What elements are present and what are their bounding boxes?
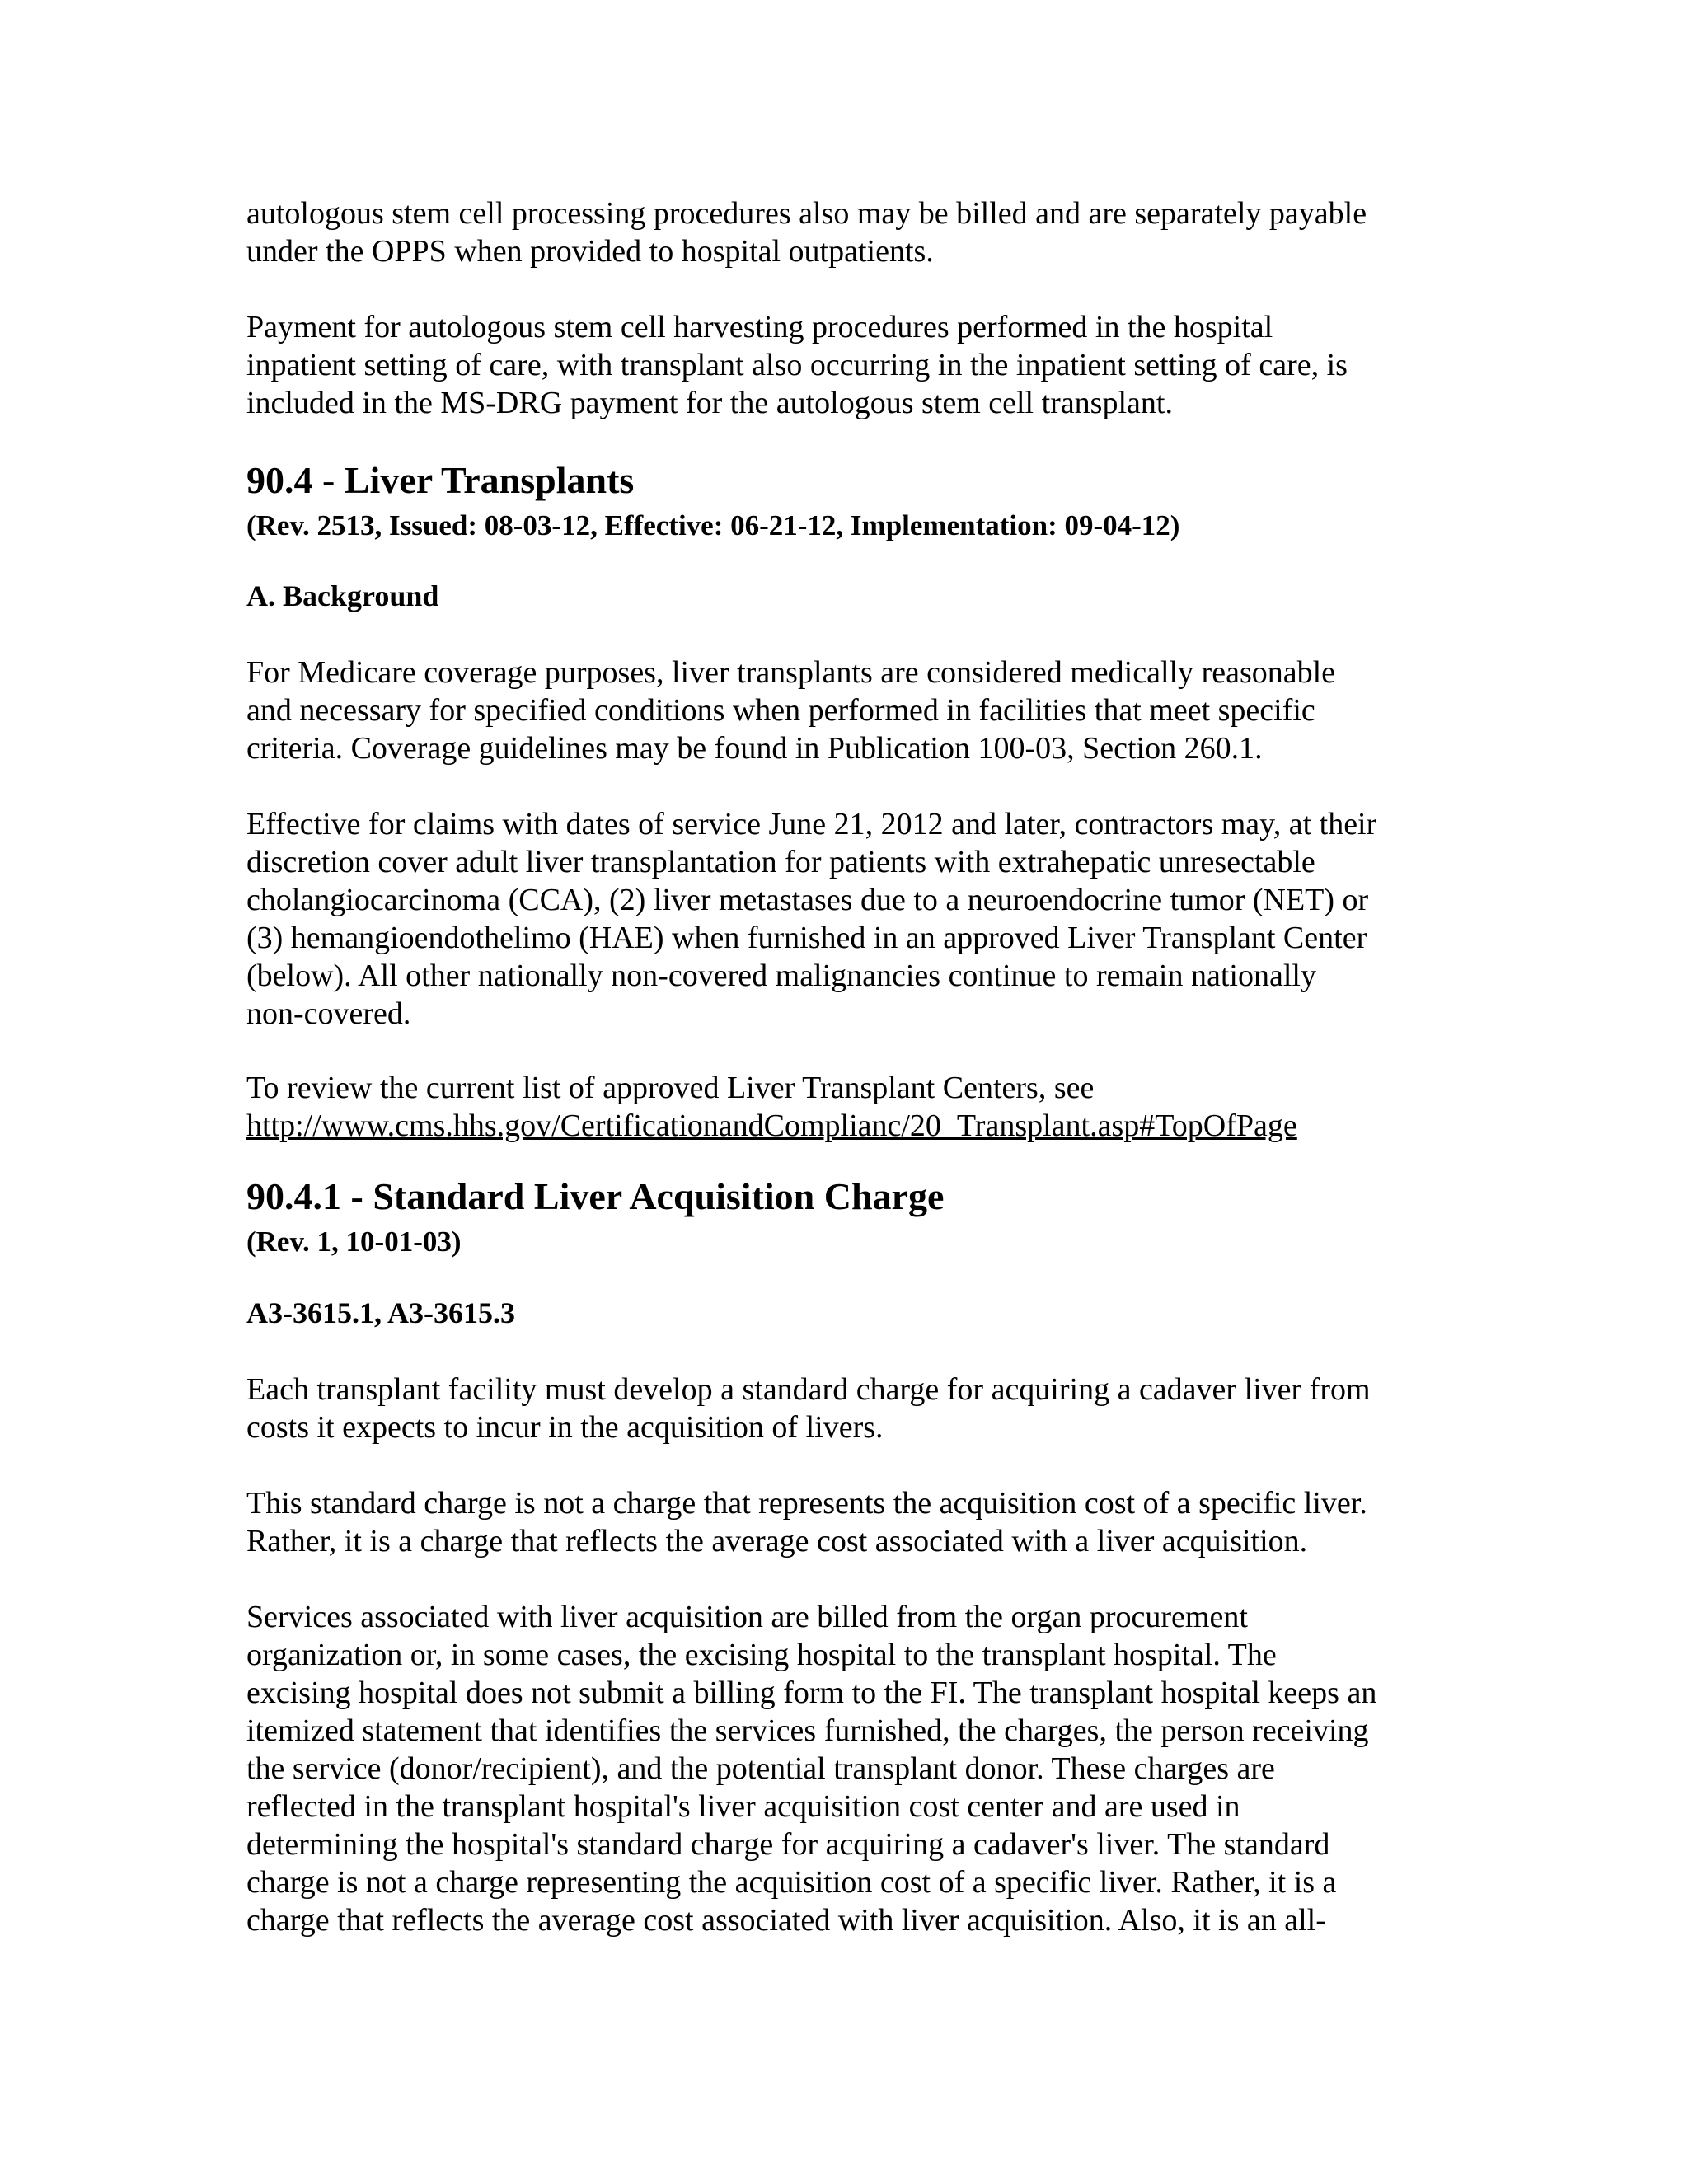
- transplant-centers-link[interactable]: http://www.cms.hhs.gov/CertificationandComplianc/20_Transplant.asp#TopOfPage: [246, 1108, 1297, 1143]
- text-line: For Medicare coverage purposes, liver transplants are considered medically reasonable: [246, 655, 1336, 690]
- text-line: included in the MS-DRG payment for the autologous stem cell transplant.: [246, 386, 1173, 420]
- text-line: This standard charge is not a charge that represents the acquisition cost of a specific liver.: [246, 1486, 1367, 1521]
- text-line: and necessary for specified conditions when performed in facilities that meet specific: [246, 693, 1315, 728]
- intro-paragraph: [246, 194, 1466, 270]
- text-line: reflected in the transplant hospital's liver acquisition cost center and are used in: [246, 1789, 1240, 1824]
- subheading-manual-reference: A3-3615.1, A3-3615.3: [246, 1296, 515, 1329]
- text-line: Payment for autologous stem cell harvesting procedures performed in the hospital: [246, 310, 1273, 344]
- text-line: charge is not a charge representing the acquisition cost of a specific liver. Rather, it is a: [246, 1865, 1337, 1900]
- text-line: criteria. Coverage guidelines may be found in Publication 100-03, Section 260.1.: [246, 731, 1263, 766]
- text-line: discretion cover adult liver transplantation for patients with extrahepatic unresectable: [246, 845, 1315, 879]
- text-line: costs it expects to incur in the acquisition of livers.: [246, 1410, 884, 1445]
- text-line: Rather, it is a charge that reflects the average cost associated with a liver acquisition.: [246, 1524, 1308, 1558]
- text-line: autologous stem cell processing procedures also may be billed and are separately payable: [246, 196, 1367, 231]
- payment-paragraph: [246, 308, 1466, 422]
- subheading-background: A. Background: [246, 579, 439, 612]
- text-line: inpatient setting of care, with transplant also occurring in the inpatient setting of care, is: [246, 348, 1348, 382]
- text-line: the service (donor/recipient), and the potential transplant donor. These charges are: [246, 1751, 1275, 1786]
- standard-charge-paragraph: [246, 1371, 1466, 1446]
- effective-claims-paragraph: [246, 805, 1466, 1033]
- text-line: itemized statement that identifies the services furnished, the charges, the person receiving: [246, 1713, 1369, 1748]
- section-heading-90-4: 90.4 - Liver Transplants: [246, 459, 635, 501]
- coverage-paragraph: [246, 654, 1466, 767]
- text-line: (below). All other nationally non-covered malignancies continue to remain nationally: [246, 958, 1316, 993]
- text-line: charge that reflects the average cost associated with liver acquisition. Also, it is an all-: [246, 1903, 1326, 1938]
- text-line: organization or, in some cases, the excising hospital to the transplant hospital. The: [246, 1638, 1277, 1672]
- text-line: cholangiocarcinoma (CCA), (2) liver metastases due to a neuroendocrine tumor (NET) or: [246, 883, 1369, 917]
- text-line: Effective for claims with dates of service June 21, 2012 and later, contractors may, at their: [246, 807, 1377, 841]
- services-billing-paragraph: [246, 1598, 1466, 1939]
- text-line: To review the current list of approved Liver Transplant Centers, see: [246, 1071, 1095, 1105]
- text-line: non-covered.: [246, 996, 411, 1031]
- section-heading-90-4-1: 90.4.1 - Standard Liver Acquisition Charge: [246, 1175, 945, 1217]
- text-line: Services associated with liver acquisition are billed from the organ procurement: [246, 1600, 1248, 1634]
- text-line: under the OPPS when provided to hospital outpatients.: [246, 234, 934, 269]
- text-line: excising hospital does not submit a billing form to the FI. The transplant hospital keeps an: [246, 1675, 1377, 1710]
- transplant-centers-paragraph: [246, 1069, 1466, 1145]
- section-revision-90-4-1: (Rev. 1, 10-01-03): [246, 1226, 462, 1258]
- text-line: (3) hemangioendothelimo (HAE) when furnished in an approved Liver Transplant Center: [246, 921, 1367, 955]
- text-line: determining the hospital's standard charge for acquiring a cadaver's liver. The standard: [246, 1827, 1330, 1862]
- section-revision-90-4: (Rev. 2513, Issued: 08-03-12, Effective: 06-21-12, Implementation: 09-04-12): [246, 509, 1180, 541]
- average-cost-paragraph: [246, 1484, 1466, 1560]
- text-line: Each transplant facility must develop a standard charge for acquiring a cadaver liver from: [246, 1372, 1371, 1407]
